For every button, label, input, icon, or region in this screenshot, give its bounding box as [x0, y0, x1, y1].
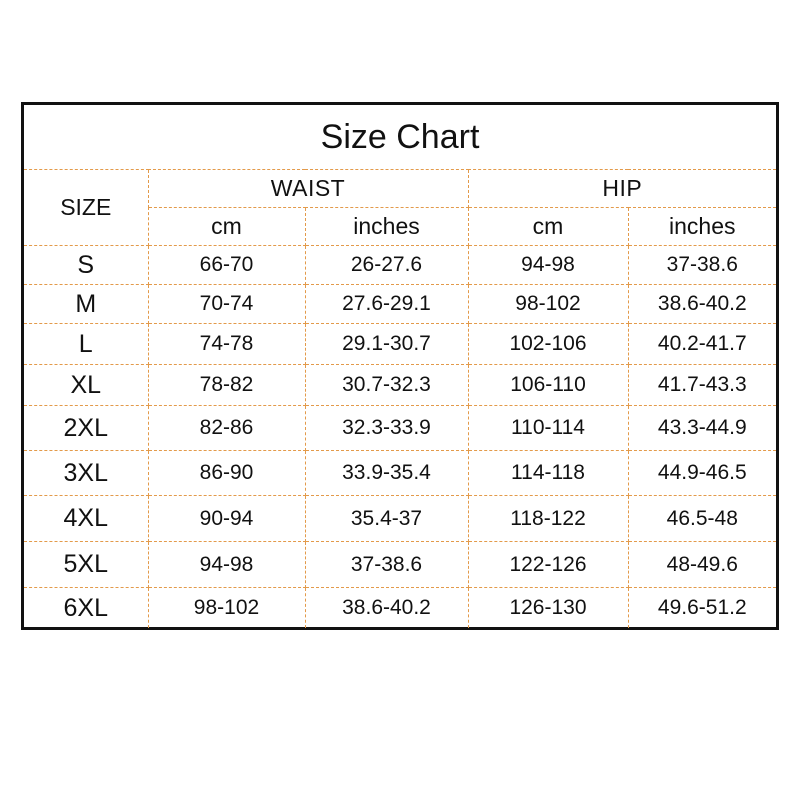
waist-cm-header: cm — [148, 208, 305, 246]
hip-inches-cell: 48-49.6 — [628, 542, 776, 588]
size-cell: 3XL — [24, 451, 148, 496]
hip-inches-cell: 49.6-51.2 — [628, 588, 776, 629]
table-row — [24, 324, 776, 365]
chart-title: Size Chart — [24, 105, 776, 170]
size-cell: 2XL — [24, 406, 148, 451]
waist-inches-cell: 30.7-32.3 — [305, 365, 468, 406]
hip-cm-cell: 122-126 — [468, 542, 628, 588]
size-chart-table — [24, 105, 776, 628]
waist-group-header: WAIST — [148, 170, 468, 208]
waist-cm-cell: 98-102 — [148, 588, 305, 629]
table-row — [24, 406, 776, 451]
waist-cm-cell: 90-94 — [148, 496, 305, 542]
hip-cm-cell: 110-114 — [468, 406, 628, 451]
hip-cm-cell: 126-130 — [468, 588, 628, 629]
size-cell: L — [24, 324, 148, 365]
size-cell: 4XL — [24, 496, 148, 542]
table-row — [24, 542, 776, 588]
waist-inches-cell: 38.6-40.2 — [305, 588, 468, 629]
waist-inches-cell: 32.3-33.9 — [305, 406, 468, 451]
size-cell: M — [24, 285, 148, 324]
waist-cm-cell: 70-74 — [148, 285, 305, 324]
hip-inches-cell: 46.5-48 — [628, 496, 776, 542]
waist-cm-cell: 86-90 — [148, 451, 305, 496]
size-cell: 5XL — [24, 542, 148, 588]
waist-inches-cell: 37-38.6 — [305, 542, 468, 588]
waist-cm-cell: 66-70 — [148, 246, 305, 285]
hip-cm-cell: 118-122 — [468, 496, 628, 542]
hip-inches-cell: 41.7-43.3 — [628, 365, 776, 406]
waist-inches-header: inches — [305, 208, 468, 246]
hip-cm-header: cm — [468, 208, 628, 246]
hip-cm-cell: 114-118 — [468, 451, 628, 496]
size-column-header: SIZE — [24, 170, 148, 246]
hip-cm-cell: 94-98 — [468, 246, 628, 285]
hip-inches-cell: 44.9-46.5 — [628, 451, 776, 496]
waist-inches-cell: 33.9-35.4 — [305, 451, 468, 496]
hip-inches-cell: 38.6-40.2 — [628, 285, 776, 324]
size-cell: XL — [24, 365, 148, 406]
table-row — [24, 496, 776, 542]
hip-cm-cell: 106-110 — [468, 365, 628, 406]
waist-cm-cell: 74-78 — [148, 324, 305, 365]
table-row — [24, 285, 776, 324]
hip-inches-cell: 40.2-41.7 — [628, 324, 776, 365]
size-chart — [21, 102, 779, 630]
hip-group-header: HIP — [468, 170, 776, 208]
table-row — [24, 365, 776, 406]
table-row — [24, 246, 776, 285]
table-row — [24, 451, 776, 496]
hip-cm-cell: 98-102 — [468, 285, 628, 324]
hip-inches-header: inches — [628, 208, 776, 246]
waist-inches-cell: 26-27.6 — [305, 246, 468, 285]
waist-inches-cell: 35.4-37 — [305, 496, 468, 542]
waist-inches-cell: 27.6-29.1 — [305, 285, 468, 324]
hip-cm-cell: 102-106 — [468, 324, 628, 365]
waist-cm-cell: 78-82 — [148, 365, 305, 406]
size-cell: S — [24, 246, 148, 285]
table-row — [24, 588, 776, 629]
hip-inches-cell: 43.3-44.9 — [628, 406, 776, 451]
waist-cm-cell: 94-98 — [148, 542, 305, 588]
waist-inches-cell: 29.1-30.7 — [305, 324, 468, 365]
size-cell: 6XL — [24, 588, 148, 629]
hip-inches-cell: 37-38.6 — [628, 246, 776, 285]
waist-cm-cell: 82-86 — [148, 406, 305, 451]
